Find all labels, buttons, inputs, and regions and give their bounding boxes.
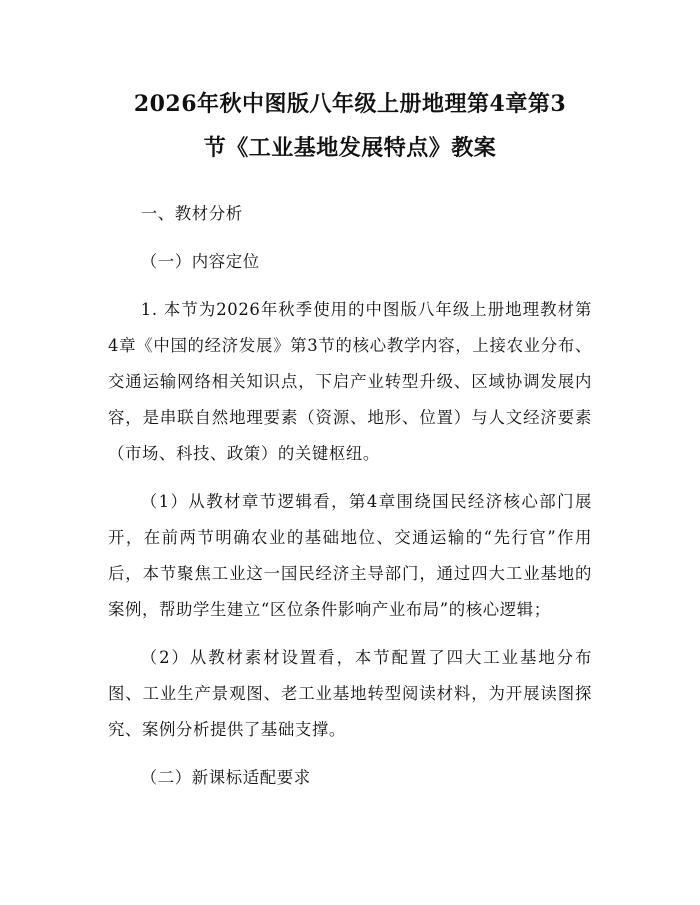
document-title bbox=[108, 82, 592, 170]
subsection-heading-content-positioning: （一）内容定位 bbox=[140, 252, 260, 271]
title-line-1: 2026年秋中图版八年级上册地理第4章第3 bbox=[133, 91, 567, 117]
title-line-2: 节《工业基地发展特点》教案 bbox=[203, 135, 497, 161]
paragraph-3: （2）从教材素材设置看，本节配置了四大工业基地分布图、工业生产景观图、老工业基地转型阅读材料，为开展读图探究、案例分析提供了基础支撑。 bbox=[108, 648, 592, 739]
paragraph-2: （1）从教材章节逻辑看，第4章围绕国民经济核心部门展开，在前两节明确农业的基础地位、交通运输的“先行官”作用后，本节聚焦工业这一国民经济主导部门，通过四大工业基地的案例，帮助学生建立“区位条件影响产业布局”的核心逻辑； bbox=[108, 492, 592, 619]
section-heading-textbook-analysis: 一、教材分析 bbox=[140, 204, 243, 223]
paragraph-1: 1. 本节为2026年秋季使用的中图版八年级上册地理教材第4章《中国的经济发展》第3节的核心教学内容，上接农业分布、交通运输网络相关知识点，下启产业转型升级、区域协调发展内容，是串联自然地理要素（资源、地形、位置）与人文经济要素（市场、科技、政策）的关键枢纽。 bbox=[108, 300, 592, 463]
subsection-heading-curriculum-requirements: （二）新课标适配要求 bbox=[140, 768, 311, 787]
